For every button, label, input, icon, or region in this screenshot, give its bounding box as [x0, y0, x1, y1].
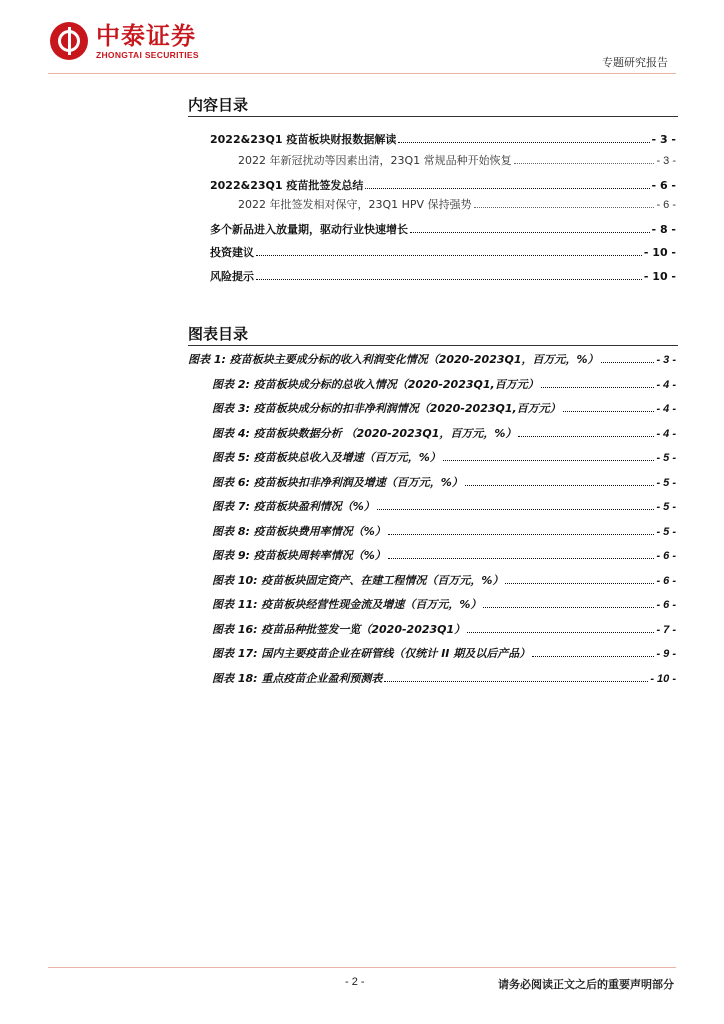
figure-entry-page: - 5 -	[656, 477, 676, 489]
logo-emblem-icon	[50, 22, 88, 60]
figure-entry[interactable]	[212, 621, 676, 637]
toc-entry-page: - 10 -	[643, 246, 676, 259]
figure-entry-title: 图表 8: 疫苗板块费用率情况（%）	[212, 525, 386, 538]
toc-leader-dots	[518, 426, 654, 437]
figure-entry-title: 图表 9: 疫苗板块周转率情况（%）	[212, 549, 386, 562]
toc-entry-title: 2022 年新冠扰动等因素出清，23Q1 常规品种开始恢复	[238, 154, 512, 167]
figure-entry-page: - 6 -	[656, 575, 676, 587]
logo-chinese-name: 中泰证券	[96, 21, 196, 50]
figure-entry-page: - 5 -	[656, 501, 676, 513]
toc-leader-dots	[256, 245, 642, 256]
figure-entry-title: 图表 7: 疫苗板块盈利情况（%）	[212, 500, 375, 513]
toc-leader-dots	[410, 222, 650, 233]
toc-entry-page: - 3 -	[651, 133, 676, 146]
toc-leader-dots	[256, 269, 642, 280]
figure-entry-page: - 5 -	[656, 452, 676, 464]
toc-leader-dots	[398, 132, 649, 143]
toc-entry-title: 2022&23Q1 疫苗批签发总结	[210, 179, 364, 192]
header-divider	[48, 73, 676, 74]
toc-leader-dots	[483, 597, 654, 608]
toc-entry-title: 2022 年批签发相对保守，23Q1 HPV 保持强势	[238, 198, 472, 211]
toc-leader-dots	[532, 646, 654, 657]
figure-entry[interactable]	[212, 376, 676, 392]
figures-title-rule	[188, 345, 678, 346]
toc-leader-dots	[377, 499, 655, 510]
toc-entry[interactable]	[210, 221, 676, 237]
figure-entry-page: - 4 -	[656, 428, 676, 440]
figure-entry-page: - 5 -	[656, 526, 676, 538]
toc-leader-dots	[384, 671, 648, 682]
figure-entry-page: - 3 -	[656, 354, 676, 366]
figure-entry-title: 图表 6: 疫苗板块扣非净利润及增速（百万元，%）	[212, 476, 463, 489]
contents-title: 内容目录	[188, 96, 249, 114]
toc-leader-dots	[514, 153, 655, 164]
figure-entry-page: - 4 -	[656, 379, 676, 391]
toc-entry-title: 2022&23Q1 疫苗板块财报数据解读	[210, 133, 397, 146]
figure-entry-title: 图表 10: 疫苗板块固定资产、在建工程情况（百万元，%）	[212, 574, 504, 587]
figure-entry[interactable]	[212, 670, 676, 686]
figure-entry-title: 图表 1: 疫苗板块主要成分标的收入利润变化情况（2020-2023Q1，百万元，%）	[188, 353, 599, 366]
toc-entry-title: 多个新品进入放量期，驱动行业快速增长	[210, 223, 408, 236]
toc-entry-title: 风险提示	[210, 270, 254, 283]
toc-entry[interactable]	[210, 268, 676, 284]
figure-entry-title: 图表 18: 重点疫苗企业盈利预测表	[212, 672, 383, 685]
figure-entry[interactable]	[188, 351, 676, 367]
figure-entry[interactable]	[212, 572, 676, 588]
toc-entry[interactable]	[210, 244, 676, 260]
figure-entry-page: - 10 -	[650, 673, 676, 685]
toc-entry-page: - 3 -	[656, 155, 676, 167]
figure-entry[interactable]	[212, 498, 676, 514]
toc-entry-page: - 8 -	[651, 223, 676, 236]
figure-entry[interactable]	[212, 474, 676, 490]
figure-entry[interactable]	[212, 645, 676, 661]
toc-leader-dots	[388, 524, 655, 535]
figure-entry[interactable]	[212, 523, 676, 539]
toc-entry-page: - 6 -	[651, 179, 676, 192]
figure-entry-title: 图表 4: 疫苗板块数据分析 （2020-2023Q1，百万元，%）	[212, 427, 517, 440]
figures-title: 图表目录	[188, 325, 249, 343]
figure-entry[interactable]	[212, 400, 676, 416]
report-type-label: 专题研究报告	[602, 56, 668, 69]
toc-entry[interactable]	[210, 177, 676, 193]
disclaimer-text: 请务必阅读正文之后的重要声明部分	[498, 978, 674, 991]
figure-entry-page: - 6 -	[656, 599, 676, 611]
footer-divider	[48, 967, 676, 968]
toc-entry-page: - 6 -	[656, 199, 676, 211]
toc-leader-dots	[467, 622, 654, 633]
toc-entry[interactable]	[238, 152, 676, 168]
toc-leader-dots	[474, 197, 655, 208]
figure-entry-title: 图表 3: 疫苗板块成分标的扣非净利润情况（2020-2023Q1,百万元）	[212, 402, 561, 415]
toc-leader-dots	[601, 352, 655, 363]
toc-leader-dots	[443, 450, 655, 461]
figure-entry-title: 图表 5: 疫苗板块总收入及增速（百万元，%）	[212, 451, 441, 464]
figure-entry[interactable]	[212, 596, 676, 612]
toc-entry-page: - 10 -	[643, 270, 676, 283]
page-header	[0, 0, 724, 80]
toc-entry[interactable]	[210, 131, 676, 147]
toc-leader-dots	[563, 401, 655, 412]
figure-entry-page: - 6 -	[656, 550, 676, 562]
page-number: - 2 -	[345, 976, 365, 988]
toc-leader-dots	[365, 178, 649, 189]
contents-title-rule	[188, 116, 678, 117]
figure-entry-title: 图表 16: 疫苗品种批签发一览（2020-2023Q1）	[212, 623, 466, 636]
figure-entry[interactable]	[212, 425, 676, 441]
figure-entry-page: - 9 -	[656, 648, 676, 660]
figure-entry-title: 图表 11: 疫苗板块经营性现金流及增速（百万元，%）	[212, 598, 482, 611]
figure-entry-title: 图表 17: 国内主要疫苗企业在研管线（仅统计 II 期及以后产品）	[212, 647, 531, 660]
toc-leader-dots	[505, 573, 654, 584]
toc-leader-dots	[465, 475, 655, 486]
company-logo	[50, 22, 199, 60]
toc-entry-title: 投资建议	[210, 246, 254, 259]
figure-entry[interactable]	[212, 449, 676, 465]
toc-leader-dots	[388, 548, 655, 559]
toc-entry[interactable]	[238, 196, 676, 212]
figure-entry-page: - 7 -	[656, 624, 676, 636]
toc-leader-dots	[541, 377, 655, 388]
figure-entry[interactable]	[212, 547, 676, 563]
logo-english-name: ZHONGTAI SECURITIES	[96, 49, 199, 60]
figure-entry-title: 图表 2: 疫苗板块成分标的总收入情况（2020-2023Q1,百万元）	[212, 378, 539, 391]
figure-entry-page: - 4 -	[656, 403, 676, 415]
